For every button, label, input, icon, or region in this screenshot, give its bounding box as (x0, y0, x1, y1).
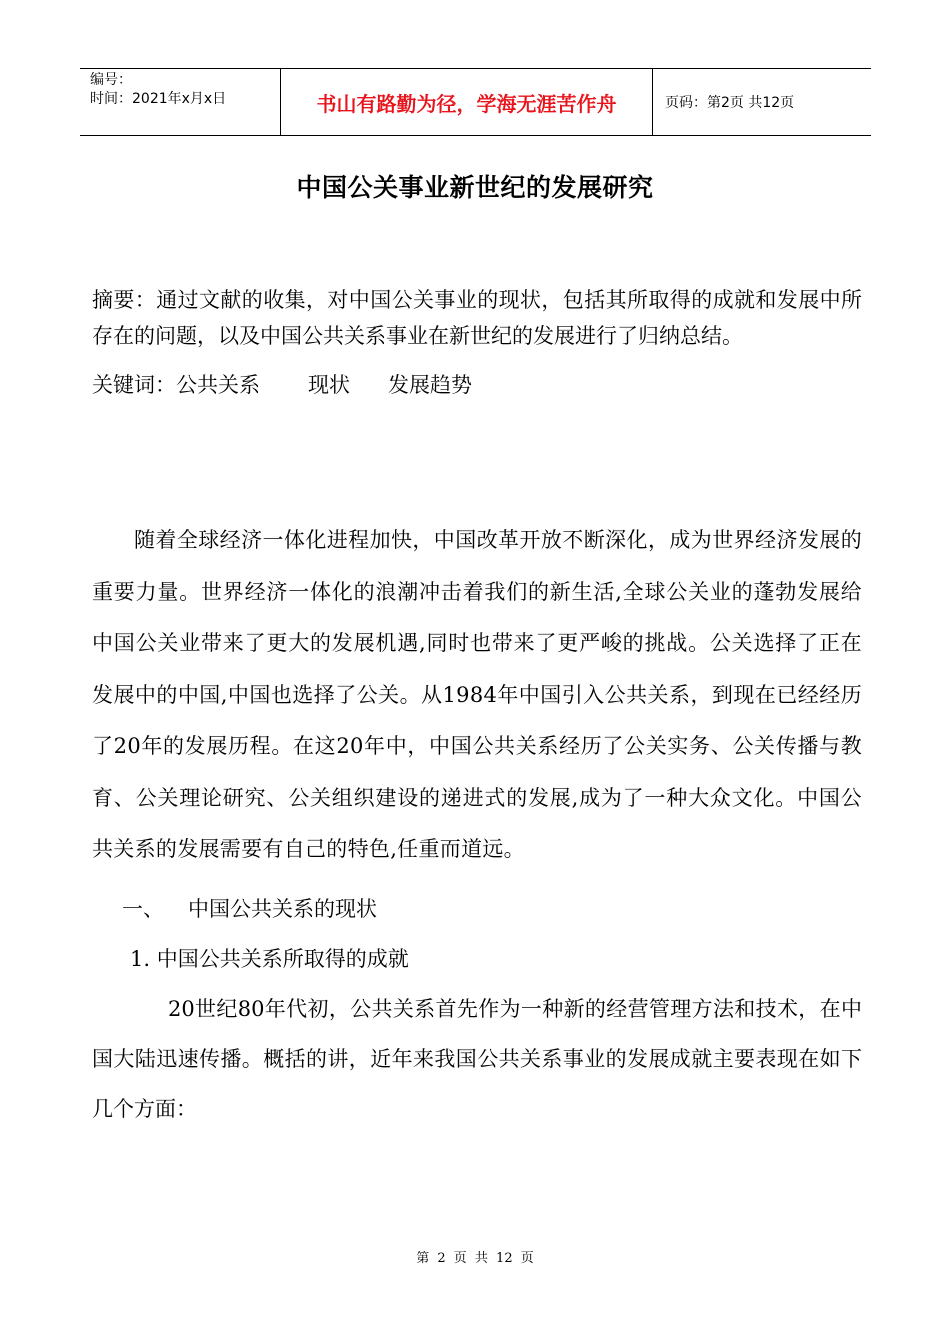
intro-paragraph: 随着全球经济一体化进程加快，中国改革开放不断深化，成为世界经济发展的重要力量。世界经济一体化的浪潮冲击着我们的新生活,全球公关业的蓬勃发展给中国公关业带来了更大的发展机遇,同时也带来了更严峻的挑战。公关选择了正在发展中的中国,中国也选择了公关。从1984年中国引入公共关系，到现在已经经历了20年的发展历程。在这20年中，中国公共关系经历了公关实务、公关传播与教育、公关理论研究、公关组织建设的递进式的发展,成为了一种大众文化。中国公共关系的发展需要有自己的特色,任重而道远。 (92, 528, 862, 861)
keyword-item: 现状 (308, 373, 350, 397)
keyword-item: 公共关系 (176, 373, 260, 397)
keywords-label: 关键词： (92, 373, 176, 397)
keywords-line (92, 367, 862, 403)
document-header (80, 68, 871, 136)
document-title: 中国公关事业新世纪的发展研究 (296, 173, 654, 202)
section-heading (92, 884, 862, 934)
subsection-paragraph: 20世纪80年代初，公共关系首先作为一种新的经营管理方法和技术，在中国大陆迅速传播。概括的讲，近年来我国公共关系事业的发展成就主要表现在如下几个方面： (92, 996, 862, 1121)
section-number: 一、 (122, 896, 164, 921)
document-body (92, 282, 862, 1134)
section-title: 中国公共关系的现状 (188, 896, 377, 921)
subsection-heading: 1. 中国公共关系所取得的成就 (130, 946, 409, 971)
header-motto: 书山有路勤为径，学海无涯苦作舟 (281, 69, 653, 135)
header-page-info: 页码：第2页 共12页 (665, 95, 795, 111)
serial-label: 编号： (90, 72, 132, 88)
page-footer: 第 2 页 共 12 页 (416, 1251, 534, 1266)
header-meta-cell (80, 69, 281, 135)
keyword-item: 发展趋势 (388, 373, 472, 397)
abstract-paragraph: 摘要：通过文献的收集，对中国公关事业的现状，包括其所取得的成就和发展中所存在的问题，以及中国公共关系事业在新世纪的发展进行了归纳总结。 (92, 288, 862, 348)
time-label: 时间：2021年x月x日 (90, 91, 227, 107)
